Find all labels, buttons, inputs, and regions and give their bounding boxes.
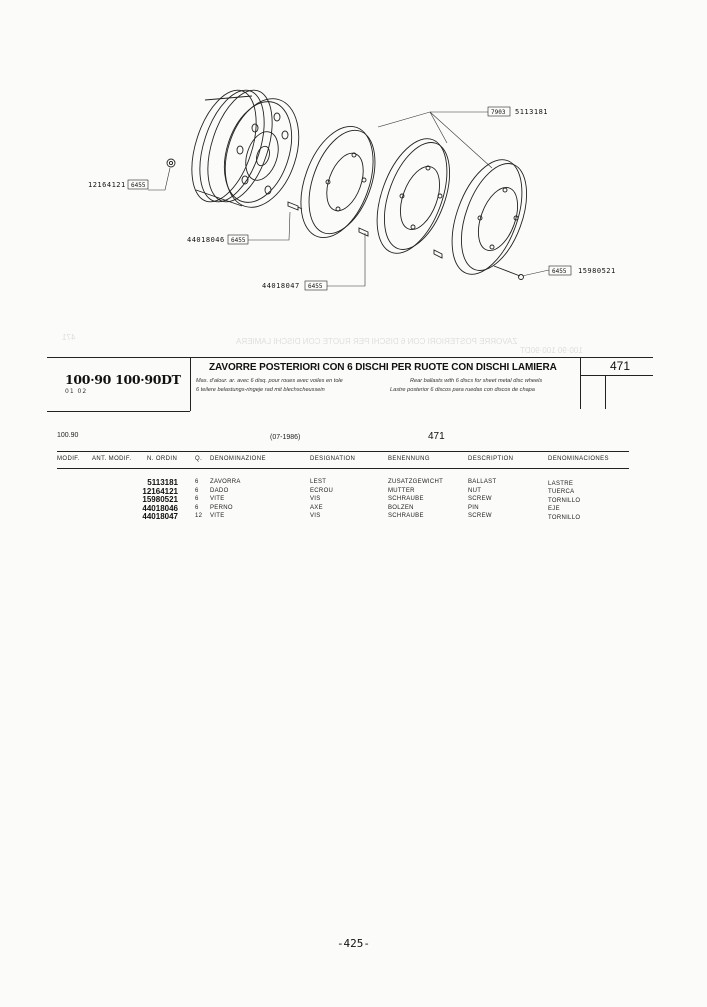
part-es-cell: EJE — [548, 506, 560, 513]
svg-text:6455: 6455 — [231, 237, 246, 244]
callout-44018046 — [187, 235, 248, 244]
model-subcode: 01 02 — [65, 388, 88, 395]
callout-5113181 — [488, 107, 548, 116]
part-fr-cell: ECROU — [310, 487, 334, 494]
nut-part — [167, 159, 175, 167]
subtitle-german: 6 teilere belastungs-ringeje rad mit blechscheussein — [196, 387, 325, 393]
svg-text:12164121: 12164121 — [88, 181, 126, 189]
callout-15980521 — [549, 266, 616, 275]
part-qty-cell: 6 — [195, 496, 199, 503]
part-en-cell: NUT — [468, 487, 482, 494]
model-title: 100·90 100·90DT — [65, 372, 181, 387]
svg-text:5113181: 5113181 — [515, 108, 549, 116]
part-en-cell: BALLAST — [468, 479, 497, 485]
svg-text:6455: 6455 — [131, 182, 146, 189]
col-benennung: BENENNUNG — [388, 456, 430, 462]
part-qty-cell: 6 — [195, 487, 199, 494]
part-code-cell: 12164121 — [142, 486, 178, 496]
part-it-cell: VITE — [210, 496, 225, 503]
bleed-through-title: ZAVORRE POSTERIORI CON 6 DISCHI PER RUOTE CON DISCHI LAMIERA — [236, 337, 518, 346]
page-number: -425- — [336, 937, 371, 950]
part-fr-cell: AXE — [310, 504, 323, 511]
bleed-through-models: 100·90 100·90DT — [520, 346, 583, 355]
part-fr-cell: VIS — [310, 513, 321, 520]
bleed-through-number: 471 — [62, 333, 76, 342]
part-it-cell: VITE — [210, 513, 225, 520]
part-en-cell: PIN — [468, 504, 479, 511]
svg-text:15980521: 15980521 — [578, 267, 616, 275]
svg-text:44018046: 44018046 — [187, 236, 225, 244]
exploded-diagram — [0, 0, 707, 330]
callout-44018047 — [262, 281, 327, 290]
svg-text:44018047: 44018047 — [262, 282, 300, 290]
svg-text:7903: 7903 — [491, 109, 506, 116]
wheel-rim — [179, 82, 311, 217]
subtitle-french: Mas. d'alour. ar. avec 6 disq. pour roues avec voiles en tole — [196, 378, 343, 384]
screw-part — [434, 250, 442, 258]
part-it-cell: PERNO — [210, 504, 233, 511]
svg-text:6455: 6455 — [308, 283, 323, 290]
part-es-cell: TUERCA — [548, 489, 575, 496]
part-code-cell: 44018047 — [142, 512, 178, 522]
part-fr-cell: LEST — [310, 479, 327, 485]
part-fr-cell: VIS — [310, 496, 321, 503]
part-es-cell: TORNILLO — [548, 514, 581, 521]
subtitle-spanish: Lastre posterior 6 discos para ruedas con discos de chapa — [390, 387, 535, 393]
ballast-disc-1 — [287, 117, 388, 248]
part-code-cell: 5113181 — [147, 478, 178, 487]
part-it-cell: ZAVORRA — [210, 479, 241, 485]
table-number: 471 — [610, 359, 631, 373]
part-en-cell: SCREW — [468, 513, 492, 520]
part-de-cell: ZUSATZGEWICHT — [388, 479, 444, 485]
part-de-cell: SCHRAUBE — [388, 496, 424, 503]
part-code-cell: 44018046 — [142, 503, 178, 513]
date-code: (07-1986) — [270, 434, 301, 441]
col-modif: MODIF. — [57, 456, 80, 462]
header-rule-bottom — [57, 468, 629, 469]
subtitle-english: Rear ballasts with 6 discs for sheet metal disc wheels — [410, 378, 543, 384]
page-title: ZAVORRE POSTERIORI CON 6 DISCHI PER RUOTE CON DISCHI LAMIERA — [209, 362, 557, 373]
ballast-disc-3 — [438, 150, 539, 283]
col-n-ordin: N. ORDIN — [147, 456, 178, 462]
model-code: 100.90 — [57, 432, 79, 439]
part-es-cell: LASTRE — [548, 480, 574, 487]
part-code-cell: 15980521 — [142, 495, 178, 505]
col-denominazione: DENOMINAZIONE — [210, 456, 266, 462]
col-ant-modif: ANT. MODIF. — [92, 456, 132, 462]
table-ref: 471 — [428, 431, 445, 442]
part-de-cell: SCHRAUBE — [388, 513, 424, 520]
callout-12164121 — [88, 180, 148, 189]
part-es-cell: TORNILLO — [548, 497, 581, 504]
part-qty-cell: 6 — [195, 479, 199, 485]
col-denominaciones: DENOMINACIONES — [548, 456, 609, 462]
col-qty: Q. — [195, 456, 203, 462]
part-it-cell: DADO — [210, 487, 229, 494]
part-de-cell: BOLZEN — [388, 504, 414, 511]
pin-part — [288, 202, 302, 210]
part-en-cell: SCREW — [468, 496, 492, 503]
col-designation: DESIGNATION — [310, 456, 356, 462]
part-qty-cell: 6 — [195, 504, 199, 511]
ballast-disc-2 — [363, 129, 462, 262]
pin-part-2 — [359, 228, 368, 236]
long-screw-part — [494, 266, 524, 280]
header-rule-top — [57, 451, 629, 452]
part-de-cell: MUTTER — [388, 487, 415, 494]
svg-text:6455: 6455 — [552, 268, 567, 275]
part-qty-cell: 12 — [195, 513, 203, 520]
col-description: DESCRIPTION — [468, 456, 514, 462]
